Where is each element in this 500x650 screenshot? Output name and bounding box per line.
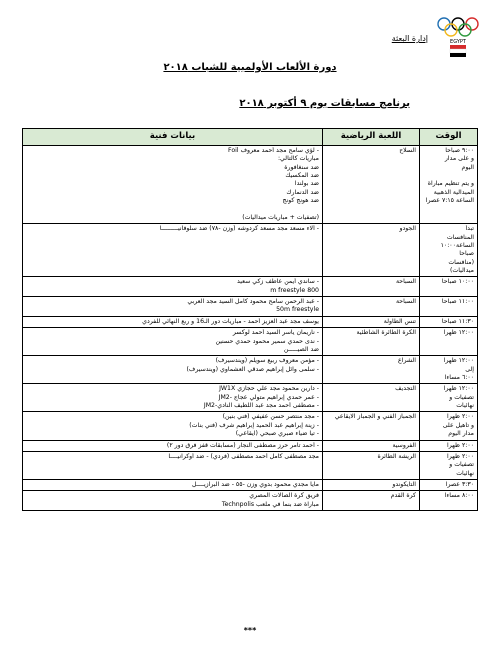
details-cell: [23, 277, 323, 297]
detail-line: - لؤي سامح مجد أحمد معروف Foil: [228, 147, 319, 154]
sport-cell: كرة القدم: [323, 491, 420, 511]
time-cell: [420, 146, 478, 224]
detail-line: - مجد منتصر حسن عفيفي (فني بنين): [222, 413, 319, 421]
detail-line: - ألاء مسعد مجد مسعد كردوشه (وزن -٧٨) ضد سلوفانيـــــــــا: [159, 225, 319, 233]
page-header: [14, 14, 486, 62]
time-text: ٢:٠٠ ظهراً: [447, 441, 474, 449]
detail-line: مباريات كالتالي:: [277, 155, 319, 163]
time-text: ميداليات): [449, 267, 474, 275]
header-details: بيانات فنية: [23, 129, 323, 146]
sport-cell: الكرة الطائرة الشاطئية: [323, 328, 420, 356]
time-text: مدار اليوم: [448, 430, 474, 438]
time-text: ١٢:٠٠ ظهراً: [443, 385, 474, 393]
document-subtitle: برنامج مسابقات يوم ٩ أكتوبر ٢٠١٨: [239, 98, 410, 109]
time-text: ١٢:٠٠ ظهراً: [443, 329, 474, 337]
details-cell: [23, 297, 323, 317]
time-text: إلى: [465, 365, 474, 373]
detail-line: - مؤمن معروف ربيع سويلم (ويندسيرف): [215, 357, 319, 365]
time-cell: [420, 412, 478, 440]
time-text: تصفيات و: [449, 393, 474, 401]
table-row: [23, 479, 478, 490]
detail-line: - عمر حمدي إبراهيم متولي عجاج -JM2: [218, 393, 319, 401]
table-row: [23, 491, 478, 511]
time-text: الميدالية الذهبية: [433, 188, 474, 196]
detail-line: [26, 206, 319, 214]
details-cell: [23, 316, 323, 327]
details-cell: [23, 412, 323, 440]
table-row: [23, 328, 478, 356]
sport-cell: التجديف: [323, 384, 420, 412]
time-cell: [420, 297, 478, 317]
department-name: إدارة البعثة: [391, 34, 428, 43]
time-text: صباحاً: [459, 250, 474, 258]
time-text: ١١:٣٠ صباحاً: [441, 317, 474, 325]
time-text: و تأهيل على: [442, 421, 474, 429]
table-row: [23, 451, 478, 479]
sport-cell: الريشة الطائرة: [323, 451, 420, 479]
table-header-row: [23, 129, 478, 146]
header-time: الوقت: [420, 129, 478, 146]
time-text: تبدأ: [465, 225, 474, 233]
detail-line: (تصفيات + مباريات ميداليات): [242, 213, 319, 221]
detail-line: - أحمد تامر حرز مصطفى النجار (مسابقات قفز فرق دور ٢): [166, 441, 319, 449]
table-row: [23, 277, 478, 297]
time-cell: [420, 328, 478, 356]
table-row: [23, 297, 478, 317]
time-text: ٩:٠٠ صباحاً: [445, 147, 474, 154]
time-text: الساعة ٧:١٥ عصراً: [425, 197, 474, 205]
detail-line: فريق كرة الصالات المصري: [249, 492, 319, 500]
time-cell: [420, 356, 478, 384]
time-cell: [420, 316, 478, 327]
table-row: [23, 146, 478, 224]
sport-cell: الجمباز الفني و الجمباز الايقاعي: [323, 412, 420, 440]
time-cell: [420, 451, 478, 479]
detail-line: ضد سنغافورة: [284, 163, 319, 171]
svg-text:EGYPT: EGYPT: [450, 39, 466, 45]
details-cell: [23, 440, 323, 451]
time-text: نهائيات: [456, 469, 474, 477]
time-text: ١٠:٠٠ صباحاً: [441, 278, 474, 286]
detail-line: - عبد الرحمن سامح محمود كامل السيد مجد العربي: [187, 298, 319, 306]
sport-cell: السلاح: [323, 146, 420, 224]
sport-cell: السباحة: [323, 277, 420, 297]
time-text: المنافسات: [446, 233, 474, 241]
details-cell: [23, 356, 323, 384]
detail-line: - تيا ضياء صبري صبحي (ايقاعي): [235, 430, 319, 438]
detail-line: مباراة ضد بنما في ملعب Technpolis: [221, 500, 319, 508]
time-text: ٢:٠٠ ظهراً: [447, 452, 474, 460]
detail-line: يوسف مجد عبد العزيز أحمد - مباريات دور الـ16 و ربع النهائي للفردي: [142, 317, 319, 325]
detail-line: ضد الدنمارك: [286, 188, 319, 196]
time-text: ١٢:٠٠ ظهراً: [443, 357, 474, 365]
detail-line: 50m freestyle: [276, 306, 319, 314]
schedule-table: [22, 128, 478, 511]
time-cell: [420, 491, 478, 511]
detail-line: ضد هونج كونج: [282, 197, 319, 205]
time-text: ٦:٠٠ مساءاً: [444, 373, 474, 381]
details-cell: [23, 479, 323, 490]
time-text: ١١:٠٠ صباحاً: [441, 298, 474, 306]
detail-line: مجد مصطفى كامل أحمد مصطفى (فردي) - ضد أوكرانيــــا: [168, 452, 319, 460]
time-text: [423, 172, 474, 180]
detail-line: - سلمى وائل إبراهيم صدقي العشماوي (ويندسيرف): [186, 365, 319, 373]
detail-line: ضد المكسيك: [285, 172, 319, 180]
time-text: و يتم تنظيم مباراة: [427, 180, 474, 188]
time-text: تصفيات و: [449, 461, 474, 469]
time-cell: [420, 479, 478, 490]
detail-line: - ساندي أيمن عاطف زكي سعيد: [237, 278, 319, 286]
sport-cell: التايكوندو: [323, 479, 420, 490]
details-cell: [23, 146, 323, 224]
table-row: [23, 316, 478, 327]
details-cell: [23, 224, 323, 277]
detail-line: - ندى حمدي سمير محمود حمدي حسنين: [215, 337, 319, 345]
time-text: ٣:٣٠ عصراً: [445, 480, 474, 488]
detail-line: مايا مجدي محمود بدوي وزن -٥٥ - ضد البرازيــــل: [192, 480, 319, 488]
time-text: ٨:٠٠ مساءاً: [444, 492, 474, 500]
time-text: و على مدار: [444, 155, 474, 163]
sport-cell: الجودو: [323, 224, 420, 277]
table-row: [23, 384, 478, 412]
detail-line: ضد الصيـــــن: [283, 345, 319, 353]
details-cell: [23, 384, 323, 412]
detail-line: 800 m freestyle: [270, 286, 319, 294]
time-text: نهائيات: [456, 402, 474, 410]
time-cell: [420, 224, 478, 277]
header-sport: اللعبة الرياضية: [323, 129, 420, 146]
sport-cell: الشراع: [323, 356, 420, 384]
table-row: [23, 224, 478, 277]
details-cell: [23, 328, 323, 356]
table-row: [23, 356, 478, 384]
table-row: [23, 440, 478, 451]
time-text: اليوم: [461, 163, 474, 171]
time-cell: [420, 440, 478, 451]
olympic-committee-logo: [434, 14, 486, 58]
time-text: الساعة١٠:٠٠: [440, 241, 474, 249]
time-text: (منافسات: [448, 258, 474, 266]
detail-line: - مصطفى أحمد مجد عبد اللطيف النادي-JM2: [203, 402, 319, 410]
time-cell: [420, 384, 478, 412]
details-cell: [23, 491, 323, 511]
document-title: دورة الألعاب الأولمبية للشباب ٢٠١٨: [163, 62, 337, 73]
detail-line: - دارين محمود مجد علي حجازي JW1X: [219, 385, 319, 393]
footer-marker: ***: [243, 626, 257, 635]
details-cell: [23, 451, 323, 479]
sport-cell: السباحة: [323, 297, 420, 317]
table-row: [23, 412, 478, 440]
detail-line: ضد بولندا: [294, 180, 319, 188]
detail-line: - ناريمان ياسر السيد أحمد لوكسر: [232, 329, 319, 337]
sport-cell: تنس الطاولة: [323, 316, 420, 327]
detail-line: - زينة إبراهيم عبد الحميد إبراهيم شرف (فني بنات): [189, 421, 319, 429]
time-text: ٢:٠٠ ظهراً: [447, 413, 474, 421]
sport-cell: الفروسية: [323, 440, 420, 451]
time-cell: [420, 277, 478, 297]
